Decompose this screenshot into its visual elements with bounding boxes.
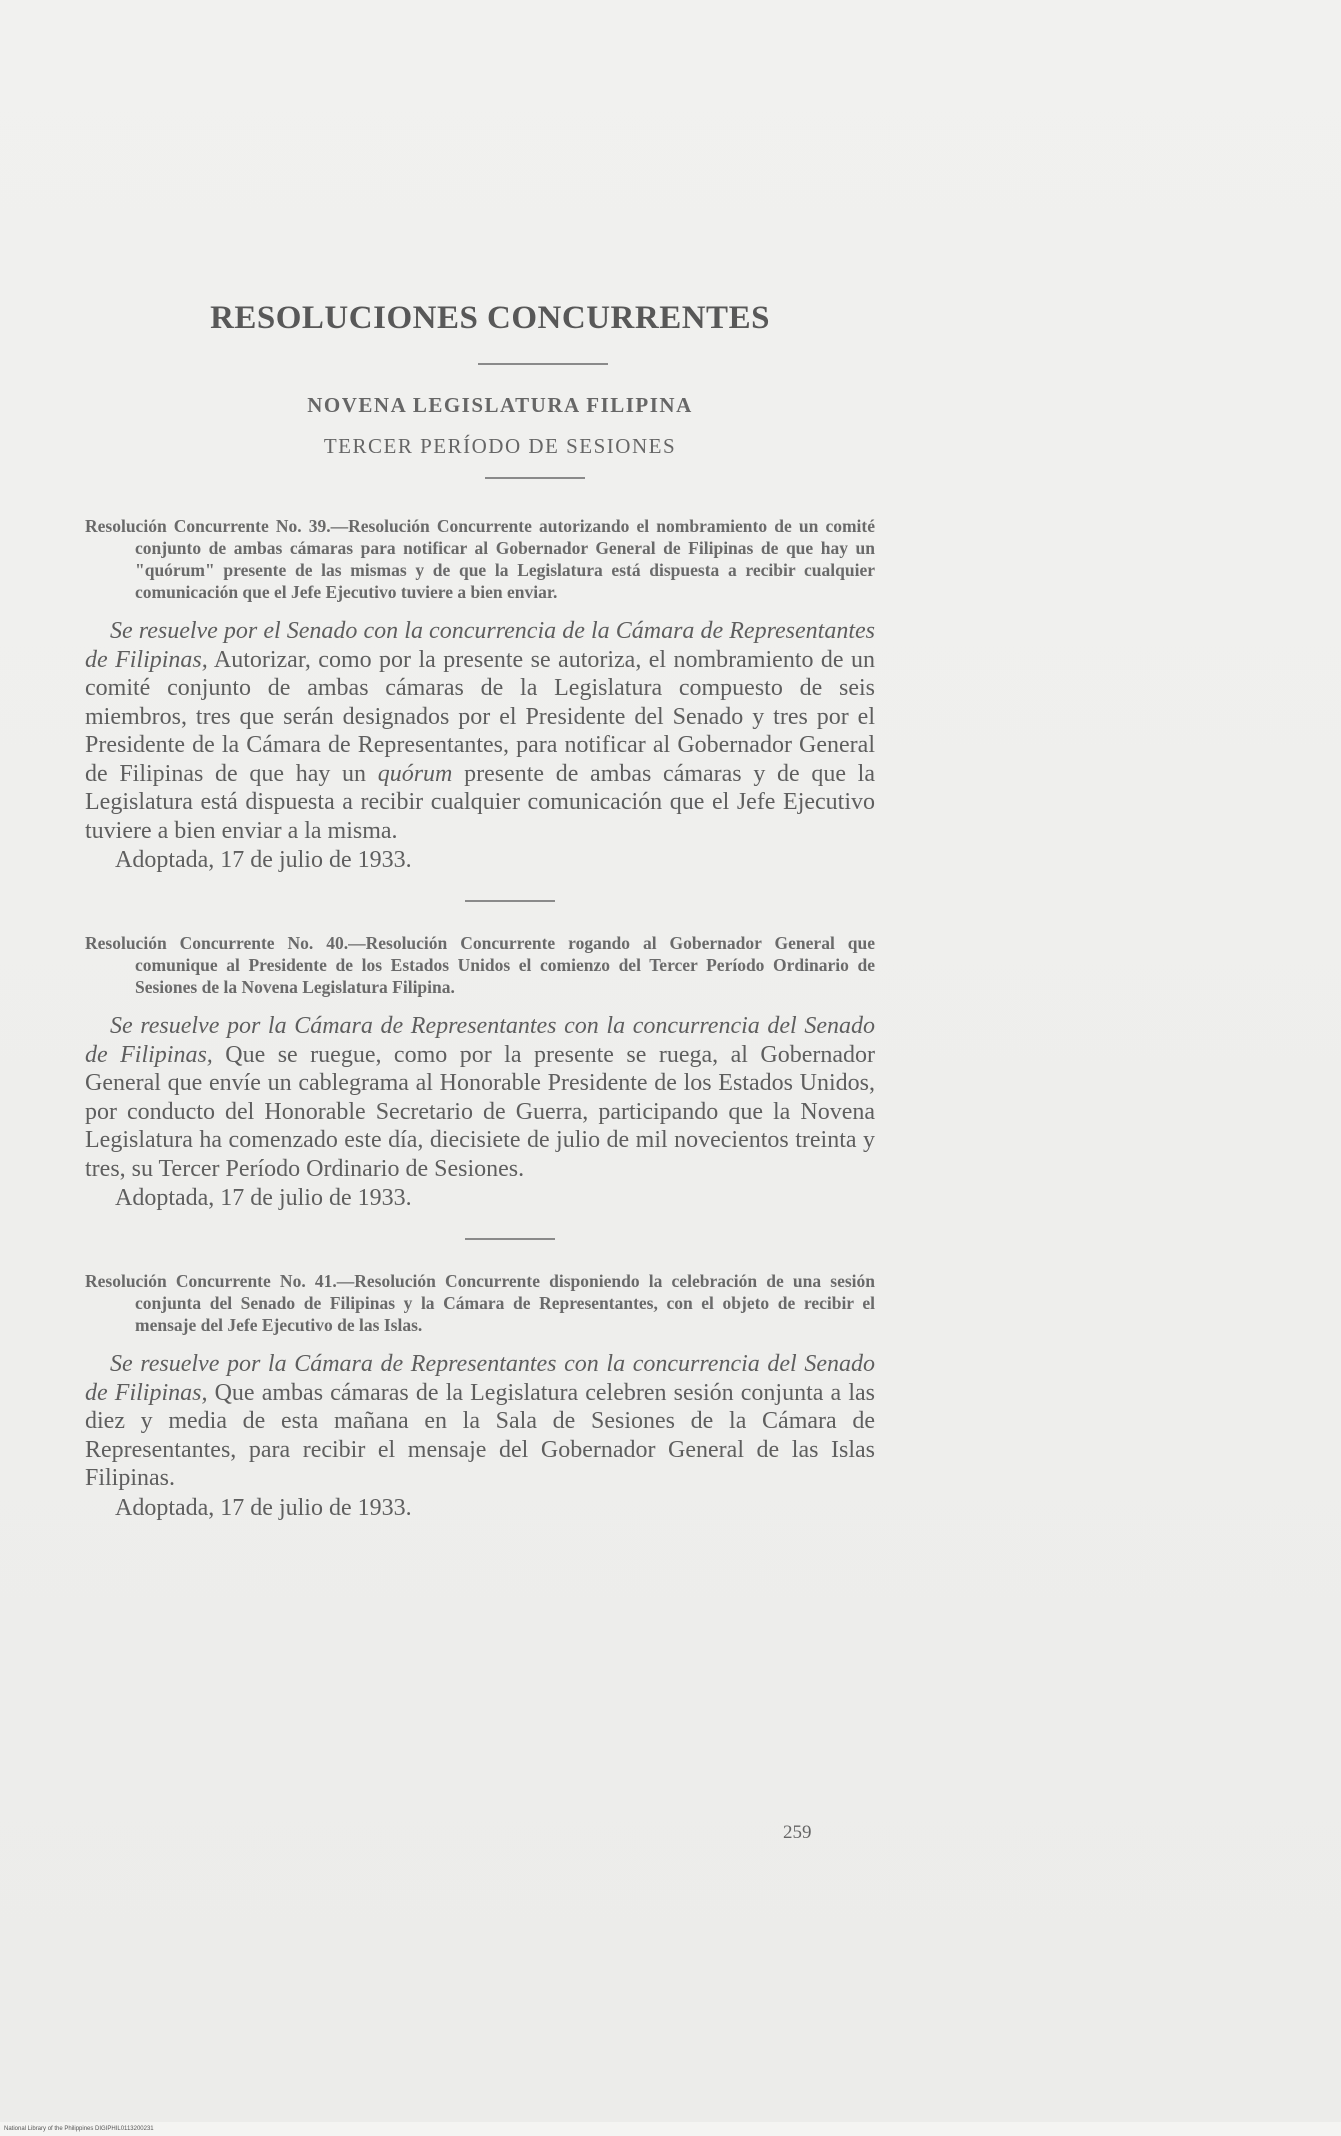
resolution-body	[85, 617, 875, 845]
resolution-enacting-clause: Se resuelve por la Cámara de Representantes con la concurrencia del Senado de Filipinas,	[85, 1351, 875, 1406]
scan-credit: National Library of the Philippines DIGIPHIL0113200231	[4, 2126, 154, 2132]
resolution-40	[85, 932, 875, 1212]
resolution-body	[85, 1012, 875, 1183]
page-title: RESOLUCIONES CONCURRENTES	[210, 300, 770, 336]
resolution-summary: Resolución Concurrente No. 39.—Resolución Concurrente autorizando el nombramiento de un comité conjunto de ambas cámaras para notificar al Gobernador General de Filipinas de que hay un "quórum" presente de las mismas y de que la Legislatura está dispuesta a recibir cualquier comunicación que el Jefe Ejecutivo tuviere a bien enviar.	[85, 516, 875, 602]
resolution-summary: Resolución Concurrente No. 41.—Resolución Concurrente disponiendo la celebración de una sesión conjunta del Senado de Filipinas y la Cámara de Representantes, con el objeto de recibir el mensaje del Jefe Ejecutivo de las Islas.	[85, 1271, 875, 1335]
resolution-text: Autorizar, como por la presente se autoriza, el nombramiento de un comité conjunto de ambas cámaras de la Legislatura compuesto de seis miembros, tres que serán designados por el Presidente del Senado y tres por el Presidente de la Cámara de Representantes, para notificar al Gobernador General de Filipinas de que hay un	[85, 646, 876, 787]
page-number: 259	[783, 1822, 812, 1843]
session-heading: TERCER PERÍODO DE SESIONES	[323, 434, 677, 458]
resolution-39	[85, 515, 875, 874]
page-content	[85, 300, 875, 1522]
adoption-date: Adoptada, 17 de julio de 1933.	[115, 1494, 412, 1521]
resolution-41	[85, 1270, 875, 1522]
resolution-text-cont: presente de ambas cámaras y de que la Legislatura está dispuesta a recibir cualquier comunicación que el Jefe Ejecutivo tuviere a bien enviar a la misma.	[85, 760, 876, 844]
section-divider	[465, 900, 555, 902]
resolution-enacting-clause: Se resuelve por la Cámara de Representantes con la concurrencia del Senado de Filipinas,	[85, 1013, 875, 1068]
scan-footer-bar	[0, 2122, 1341, 2136]
title-divider	[478, 363, 608, 365]
adoption-date: Adoptada, 17 de julio de 1933.	[115, 1185, 412, 1211]
heading-divider	[485, 477, 585, 479]
legislature-heading: NOVENA LEGISLATURA FILIPINA	[307, 393, 693, 417]
resolution-enacting-clause: Se resuelve por el Senado con la concurrencia de la Cámara de Representantes de Filipinas,	[85, 618, 875, 673]
adoption-date: Adoptada, 17 de julio de 1933.	[115, 847, 412, 873]
resolution-text: Que se ruegue, como por la presente se ruega, al Gobernador General que envíe un cablegrama al Honorable Presidente de los Estados Unidos, por conducto del Honorable Secretario de Guerra, participando que la Novena Legislatura ha comenzado este día, diecisiete de julio de mil novecientos treinta y tres, su Tercer Período Ordinario de Sesiones.	[85, 1041, 876, 1182]
resolution-summary: Resolución Concurrente No. 40.—Resolución Concurrente rogando al Gobernador General que comunique al Presidente de los Estados Unidos el comienzo del Tercer Período Ordinario de Sesiones de la Novena Legislatura Filipina.	[85, 933, 875, 997]
resolution-text: Que ambas cámaras de la Legislatura celebren sesión conjunta a las diez y media de esta mañana en la Sala de Sesiones de la Cámara de Representantes, para recibir el mensaje del Gobernador General de las Islas Filipinas.	[85, 1379, 875, 1491]
resolution-body	[85, 1350, 875, 1493]
resolution-italic-term: quórum	[377, 760, 453, 787]
section-divider	[465, 1238, 555, 1240]
